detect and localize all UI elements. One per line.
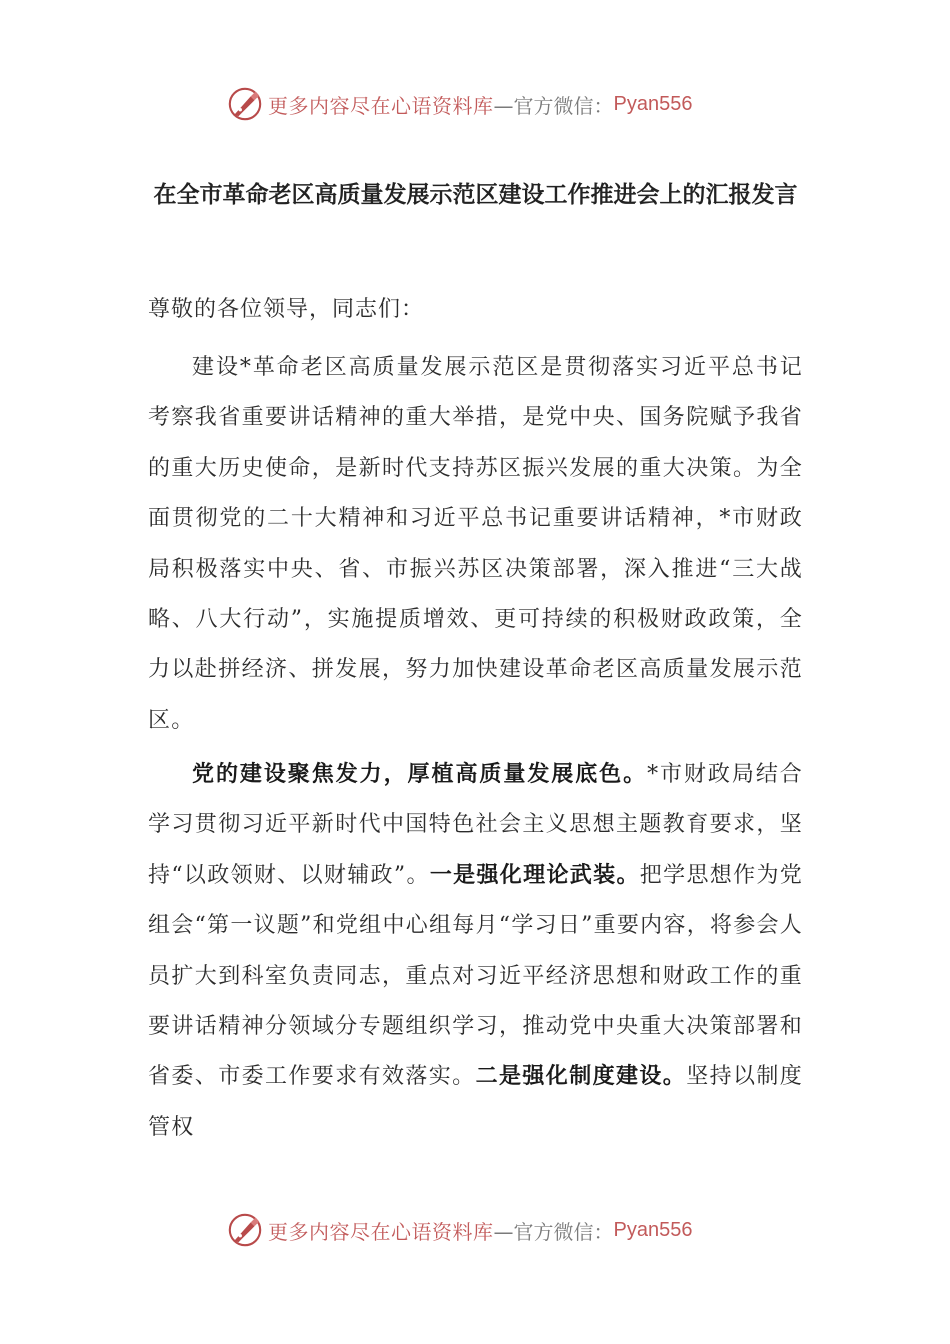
watermark-official-label: —官方微信： — [493, 1219, 614, 1244]
watermark-banner-top — [226, 84, 692, 124]
watermark-wechat-id: Pyan556 — [613, 1218, 693, 1241]
point-two-text: 坚持以制度管权 — [148, 1064, 803, 1140]
point-one-heading: 一是强化理论武装。 — [429, 862, 640, 888]
salutation: 尊敬的各位领导，同志们： — [148, 297, 425, 322]
watermark-wechat-id: Pyan556 — [613, 92, 693, 115]
pen-nib-logo-icon — [226, 85, 264, 123]
point-one-text: 把学思想作为党组会“第一议题”和党组中心组每月“学习日”重要内容，将参会人员扩大到科室负责同志，重点对习近平经济思想和财政工作的重要讲话精神分领域分专题组织学习，推动党中央重大决策部署和省委、市委工作要求有效落实。 — [148, 862, 803, 1090]
watermark-official-label: —官方微信： — [493, 93, 614, 118]
paragraph-heading: 党的建设聚焦发力，厚植高质量发展底色。 — [192, 762, 648, 787]
point-two-heading: 二是强化制度建设。 — [475, 1064, 687, 1090]
watermark-brand-text: 更多内容尽在心语资料库 — [268, 93, 494, 118]
watermark-brand-text: 更多内容尽在心语资料库 — [268, 1219, 494, 1244]
paragraph-text: *市财政局结合学习贯彻习近平新时代中国特色社会主义思想主题教育要求，坚持“以政领财、以财辅政”。 — [148, 762, 803, 888]
paragraph-party-building — [148, 750, 803, 1153]
watermark-banner-bottom — [226, 1210, 692, 1250]
document-title: 在全市革命老区高质量发展示范区建设工作推进会上的汇报发言 — [153, 182, 798, 208]
pen-nib-logo-icon — [226, 1211, 264, 1249]
paragraph-intro: 建设*革命老区高质量发展示范区是贯彻落实习近平总书记考察我省重要讲话精神的重大举措，是党中央、国务院赋予我省的重大历史使命，是新时代支持苏区振兴发展的重大决策。为全面贯彻党的二十大精神和习近平总书记重要讲话精神，*市财政局积极落实中央、省、市振兴苏区决策部署，深入推进“三大战略、八大行动”，实施提质增效、更可持续的积极财政政策，全力以赴拼经济、拼发展，努力加快建设革命老区高质量发展示范区。 — [148, 355, 803, 733]
